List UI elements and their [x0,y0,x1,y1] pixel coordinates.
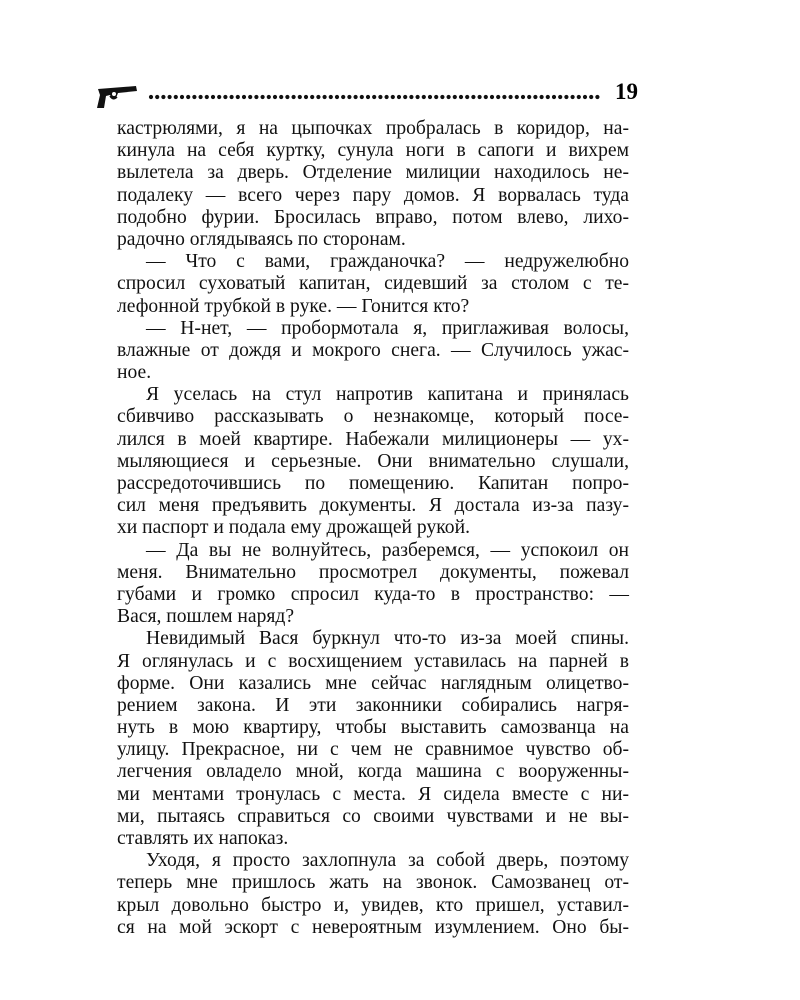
text-line: мыляющиеся и серьезные. Они внимательно слушали, [117,450,629,472]
text-line: ставлять их напоказ. [117,828,289,849]
text-line: меня. Внимательно просмотрел документы, пожевал [117,561,629,583]
text-line: ми ментами тронулась с места. Я сидела вместе с ни- [117,783,629,805]
text-line: — Да вы не волнуйтесь, разберемся, — успокоил он [146,539,629,561]
text-line: нуть в мою квартиру, чтобы выставить самозванца на [117,717,629,739]
text-line: — Что с вами, гражданочка? — недружелюбно [146,251,629,273]
text-line: ное. [117,362,152,384]
text-line: лефонной трубкой в руке. — Гонится кто? [117,295,470,317]
text-line: Вася, пошлем наряд? [117,606,295,628]
text-line: Невидимый Вася буркнул что-то из-за моей спины. [146,628,629,650]
text-line: спросил суховатый капитан, сидевший за столом с те- [117,273,629,295]
text-line: хи паспорт и подала ему дрожащей рукой. [117,517,470,539]
text-line: рением закона. И эти законники собирались нагря- [117,694,629,716]
dotted-rule [148,91,688,103]
text-line: сил меня предъявить документы. Я достала из-за пазу- [117,495,629,517]
page-number: 19 [615,79,638,104]
text-line: вылетела за дверь. Отделение милиции находилось не- [117,162,629,184]
text-line: губами и громко спросил куда-то в пространство: — [117,583,629,605]
text-line: влажные от дождя и мокрого снега. — Случилось ужас- [117,339,629,361]
text-line: ся на мой эскорт с невероятным изумлением. Оно бы- [117,916,629,938]
text-line: — Н-нет, — пробормотала я, приглаживая волосы, [146,317,629,339]
text-line: кастрюлями, я на цыпочках пробралась в коридор, на- [117,118,629,139]
text-line: рассредоточившись по помещению. Капитан попро- [117,473,629,494]
text-line: лился в моей квартире. Набежали милиционеры — ух- [117,428,629,450]
text-line: подобно фурии. Бросилась вправо, потом влево, лихо- [117,206,629,228]
page-header [96,74,636,114]
text-line: легчения овладело мной, когда машина с вооруженны- [117,761,629,783]
text-line: подалеку — всего через пару домов. Я ворвалась туда [117,184,629,206]
revolver-icon [96,84,138,110]
text-line: радочно оглядываясь по сторонам. [117,228,406,250]
text-line: ми, пытаясь справиться со своими чувствами и не вы- [117,805,629,827]
body-text [117,118,629,939]
text-line: форме. Они казались мне сейчас наглядным олицетво- [117,672,629,694]
text-line: Я уселась на стул напротив капитана и принялась [146,384,629,406]
text-line: Я оглянулась и с восхищением уставилась на парней в [117,650,629,672]
text-line: крыл довольно быстро и, увидев, кто пришел, уставил- [117,894,629,916]
text-line: Уходя, я просто захлопнула за собой дверь, поэтому [146,850,629,872]
text-line: улицу. Прекрасное, ни с чем не сравнимое чувство об- [117,739,629,761]
text-line: кинула на себя куртку, сунула ноги в сапоги и вихрем [117,140,629,162]
text-line: теперь мне пришлось жать на звонок. Самозванец от- [117,872,629,894]
text-line: сбивчиво рассказывать о незнакомце, который посе- [117,406,629,428]
